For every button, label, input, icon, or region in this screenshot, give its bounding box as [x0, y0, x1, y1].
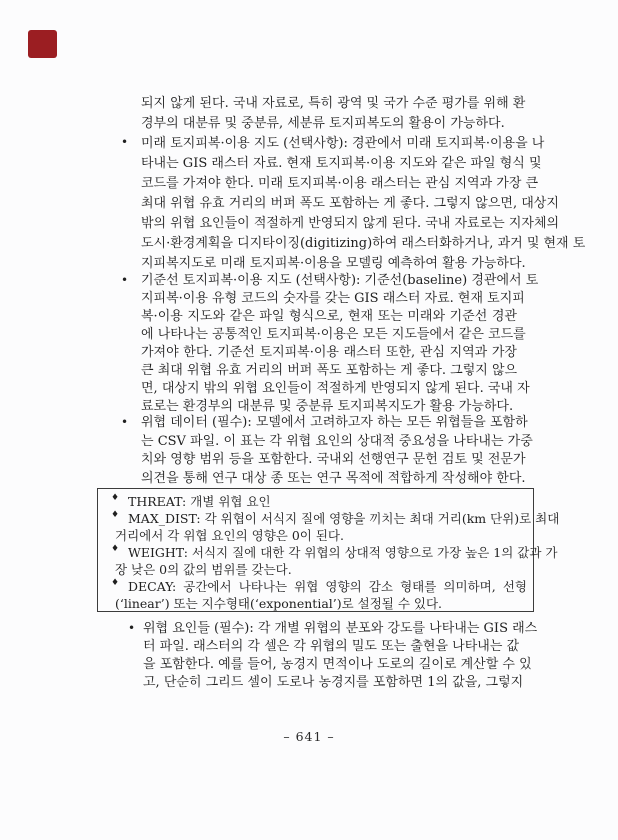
bullet-item-threat-rasters: [128, 620, 538, 692]
text-line: 타내는 GIS 래스터 자료. 현재 토지피복·이용 지도와 같은 파일 형식 및: [141, 156, 542, 171]
text-line: 치와 영향 범위 등을 포함한다. 국내외 선행연구 문헌 검토 및 전문가: [141, 452, 526, 467]
bullet-dot-icon: •: [121, 415, 129, 429]
bullet-dot-icon: •: [121, 135, 129, 149]
bullet-item-future-lulc-map: [121, 134, 586, 274]
text-line: WEIGHT: 서식지 질에 대한 각 위협의 상대적 영향으로 가장 높은 1의 값과 가: [128, 545, 558, 560]
text-line: 경부의 대분류 및 중분류, 세분류 토지피복도의 활용이 가능하다.: [141, 116, 505, 131]
box-item-decay: [98, 578, 527, 612]
diamond-bullet-icon: ♦: [111, 510, 120, 520]
diamond-bullet-icon: ♦: [111, 544, 120, 554]
bullet-dot-icon: •: [128, 621, 136, 635]
text-line: 을 포함한다. 예를 들어, 농경지 면적이나 도로의 길이로 계산할 수 있: [143, 657, 532, 672]
text-line: 코드를 가져야 한다. 미래 토지피복·이용 래스터는 관심 지역과 가장 큰: [141, 176, 539, 191]
text-line: (‘linear’) 또는 지수형태(‘exponential’)로 설정될 수 있다.: [115, 596, 443, 611]
text-line: 거리에서 각 위협 요인의 영향은 0이 된다.: [115, 528, 344, 543]
text-line: 면, 대상지 밖의 위협 요인들이 적절하게 반영되지 않게 된다. 국내 자: [141, 381, 530, 396]
text-line: 장 낮은 0의 값의 범위를 갖는다.: [115, 562, 292, 577]
diamond-bullet-icon: ♦: [111, 493, 120, 503]
box-item-threat: [98, 493, 527, 510]
bullet-text-threat-rasters: [143, 620, 538, 692]
bullet-text-threat-data: [141, 414, 533, 488]
text-line: 터 파일. 래스터의 각 셀은 각 위협의 밀도 또는 출현을 나타내는 값: [143, 639, 520, 654]
text-line: 복·이용 지도와 같은 파일 형식으로, 현재 또는 미래와 기준선 경관: [141, 309, 517, 324]
text-line: 지피복지도로 미래 토지피복·이용을 모델링 예측하여 활용 가능하다.: [141, 256, 526, 271]
page-number: – 641 –: [283, 729, 335, 744]
text-line: 큰 최대 위협 유효 거리의 버퍼 폭도 포함하는 게 좋다. 그렇지 않으: [141, 363, 518, 378]
text-line: 밖의 위협 요인들이 적절하게 반영되지 않게 된다. 국내 자료로는 지자체의: [141, 216, 560, 231]
text-line: 료로는 환경부의 대분류 및 중분류 토지피복지도가 활용 가능하다.: [141, 399, 514, 414]
red-annotation-marker: [28, 30, 57, 58]
text-line: 는 CSV 파일. 이 표는 각 위협 요인의 상대적 중요성을 나타내는 가중: [141, 433, 533, 449]
paragraph-continuation: [141, 94, 526, 134]
text-line: MAX_DIST: 각 위협이 서식지 질에 영향을 끼치는 최대 거리(km 단위)로 최대: [128, 511, 560, 526]
box-item-weight: [98, 544, 558, 578]
text-line: 되지 않게 된다. 국내 자료로, 특히 광역 및 국가 수준 평가를 위해 환: [141, 96, 526, 111]
text-line: 도시·환경계획을 디지타이징(digitizing)하여 래스터화하거나, 과거 및 현재 토: [141, 236, 586, 251]
diamond-bullet-icon: ♦: [111, 578, 120, 588]
text-line: 미래 토지피복·이용 지도 (선택사항): 경관에서 미래 토지피복·이용을 나: [141, 136, 545, 151]
text-line: 가져야 한다. 기준선 토지피복·이용 래스터 또한, 관심 지역과 가장: [141, 345, 517, 360]
text-line: 고, 단순히 그리드 셀이 도로나 농경지를 포함하면 1의 값을, 그렇지: [143, 675, 524, 690]
text-line: THREAT: 개별 위협 요인: [128, 494, 271, 509]
text-line: 최대 위협 유효 거리의 버퍼 폭도 포함하는 게 좋다. 그렇지 않으면, 대상지: [141, 196, 559, 211]
text-line: 기준선 토지피복·이용 지도 (선택사항): 기준선(baseline) 경관에서 토: [141, 273, 539, 288]
text-line: 의견을 통해 연구 대상 종 또는 연구 목적에 적합하게 작성해야 한다.: [141, 470, 526, 486]
text-line: 위협 요인들 (필수): 각 개별 위협의 분포와 강도를 나타내는 GIS 래스: [143, 621, 538, 636]
text-line: 에 나타나는 공통적인 토지피복·이용은 모든 지도들에서 같은 코드를: [141, 327, 526, 342]
box-item-max-dist: [98, 510, 560, 544]
bullet-item-threat-data: [121, 414, 533, 488]
threat-table-columns-box: [97, 488, 560, 612]
bullet-text-future-lulc-map: [141, 134, 586, 274]
text-line: 지피복·이용 유형 코드의 숫자를 갖는 GIS 래스터 자료. 현재 토지피: [141, 291, 525, 306]
bullet-dot-icon: •: [121, 273, 129, 287]
text-line: DECAY: 공간에서 나타나는 위협 영향의 감소 형태를 의미하며, 선형: [128, 579, 527, 594]
bullet-item-baseline-lulc-map: [121, 272, 539, 416]
bullet-text-baseline-lulc-map: [141, 272, 539, 416]
text-line: 위협 데이터 (필수): 모델에서 고려하고자 하는 모든 위협들을 포함하: [141, 415, 528, 430]
